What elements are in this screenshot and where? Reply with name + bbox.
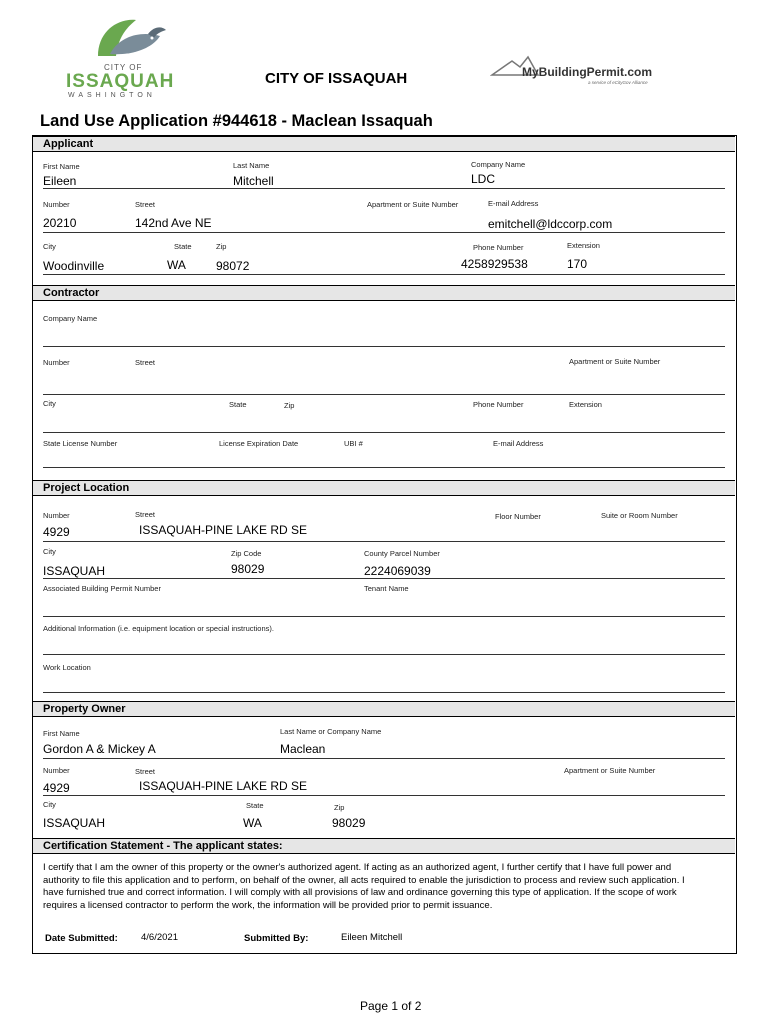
fish-leaf-icon xyxy=(88,16,168,64)
certification-line-2: authority to file this application and to perform, on behalf of the owner, all acts required to enable the jurisdiction to process and review such application. I xyxy=(43,874,685,886)
project-street-value: ISSAQUAH-PINE LAKE RD SE xyxy=(139,523,308,537)
project-parcel-value: 2224069039 xyxy=(364,564,431,578)
project-line-3 xyxy=(43,616,725,617)
applicant-number-value: 20210 xyxy=(43,216,77,230)
applicant-state-label: State xyxy=(174,242,192,251)
city-title: CITY OF ISSAQUAH xyxy=(265,70,408,87)
owner-last-name-label: Last Name or Company Name xyxy=(280,727,382,736)
applicant-first-name-label: First Name xyxy=(43,162,80,171)
project-number-value: 4929 xyxy=(43,525,70,539)
applicant-first-name-value: Eileen xyxy=(43,174,77,188)
applicant-apt-label: Apartment or Suite Number xyxy=(367,200,459,209)
date-submitted-value: 4/6/2021 xyxy=(141,932,178,943)
owner-zip-label: Zip xyxy=(334,803,345,812)
contractor-company-label: Company Name xyxy=(43,314,98,323)
applicant-last-name-label: Last Name xyxy=(233,161,270,170)
certification-text xyxy=(43,862,733,912)
owner-apt-label: Apartment or Suite Number xyxy=(564,766,656,775)
contractor-number-label: Number xyxy=(43,358,70,367)
applicant-state-value: WA xyxy=(167,258,186,272)
owner-city-label: City xyxy=(43,800,56,809)
contractor-zip-label: Zip xyxy=(284,401,295,410)
contractor-state-label: State xyxy=(229,400,247,409)
project-section-title: Project Location xyxy=(43,482,130,494)
applicant-street-label: Street xyxy=(135,200,156,209)
applicant-line-1 xyxy=(43,188,725,189)
applicant-city-label: City xyxy=(43,242,56,251)
contractor-email-label: E-mail Address xyxy=(493,439,544,448)
owner-state-label: State xyxy=(246,801,264,810)
logo-issaquah: ISSAQUAH xyxy=(66,71,175,92)
project-assoc-label: Associated Building Permit Number xyxy=(43,584,161,593)
owner-line-1 xyxy=(43,758,725,759)
certification-line-3: have furnished true and correct information. I will comply with all provisions of law and ordinance governing this type of application. If the scope of work xyxy=(43,887,677,898)
contractor-street-label: Street xyxy=(135,358,156,367)
project-city-value: ISSAQUAH xyxy=(43,564,106,578)
owner-street-value: ISSAQUAH-PINE LAKE RD SE xyxy=(139,779,308,793)
applicant-zip-label: Zip xyxy=(216,242,227,251)
certification-line-4: requires a licensed contractor to perform the work, the information will be provided prior to permit issuance. xyxy=(43,899,493,911)
project-city-label: City xyxy=(43,547,56,556)
contractor-ext-label: Extension xyxy=(569,400,602,409)
applicant-section-header xyxy=(33,136,735,152)
certification-section-title: Certification Statement - The applicant states: xyxy=(43,840,283,852)
owner-first-name-value: Gordon A & Mickey A xyxy=(43,742,156,756)
contractor-line-4 xyxy=(43,467,725,468)
project-number-label: Number xyxy=(43,511,70,520)
applicant-email-label: E-mail Address xyxy=(488,199,539,208)
applicant-number-label: Number xyxy=(43,200,70,209)
owner-line-2 xyxy=(43,795,725,796)
owner-number-label: Number xyxy=(43,766,70,775)
contractor-apt-label: Apartment or Suite Number xyxy=(569,357,661,366)
project-floor-label: Floor Number xyxy=(495,512,541,521)
applicant-phone-value: 4258929538 xyxy=(461,257,528,271)
project-line-2 xyxy=(43,578,725,579)
date-submitted-label: Date Submitted: xyxy=(45,933,118,944)
project-line-5 xyxy=(43,692,725,693)
applicant-ext-value: 170 xyxy=(567,257,588,271)
project-line-4 xyxy=(43,654,725,655)
contractor-section-header xyxy=(33,285,735,301)
contractor-section-title: Contractor xyxy=(43,287,100,299)
contractor-phone-label: Phone Number xyxy=(473,400,524,409)
applicant-last-name-value: Mitchell xyxy=(233,174,274,188)
applicant-zip-value: 98072 xyxy=(216,259,250,273)
owner-section-header xyxy=(33,701,735,717)
logo-cityof: CITY OF xyxy=(104,63,143,72)
project-zip-label: Zip Code xyxy=(231,549,262,558)
mybuildingpermit-logo xyxy=(490,55,660,95)
applicant-section-title: Applicant xyxy=(43,138,94,150)
contractor-license-label: State License Number xyxy=(43,439,118,448)
project-zip-value: 98029 xyxy=(231,562,265,576)
contractor-line-1 xyxy=(43,346,725,347)
owner-first-name-label: First Name xyxy=(43,729,80,738)
contractor-exp-label: License Expiration Date xyxy=(219,439,299,448)
owner-state-value: WA xyxy=(243,816,262,830)
owner-zip-value: 98029 xyxy=(332,816,366,830)
owner-city-value: ISSAQUAH xyxy=(43,816,106,830)
applicant-street-value: 142nd Ave NE xyxy=(135,216,212,230)
project-additional-label: Additional Information (i.e. equipment location or special instructions). xyxy=(43,624,274,633)
applicant-phone-label: Phone Number xyxy=(473,243,524,252)
logo-washington: WASHINGTON xyxy=(68,92,156,99)
applicant-email-value: emitchell@ldccorp.com xyxy=(488,217,613,231)
applicant-line-3 xyxy=(43,274,725,275)
certification-line-1: I certify that I am the owner of this property or the owner's authorized agent. If acting as an authorized agent, I further certify that I have full power and xyxy=(43,862,672,873)
submitted-by-value: Eileen Mitchell xyxy=(341,932,403,943)
project-tenant-label: Tenant Name xyxy=(364,584,409,593)
mbp-name: MyBuildingPermit.com xyxy=(522,65,653,79)
applicant-company-value: LDC xyxy=(471,172,496,186)
project-section-header xyxy=(33,480,735,496)
document-title: Land Use Application #944618 - Maclean Issaquah xyxy=(40,112,433,130)
contractor-city-label: City xyxy=(43,399,56,408)
project-suite-label: Suite or Room Number xyxy=(601,511,678,520)
project-street-label: Street xyxy=(135,510,156,519)
project-parcel-label: County Parcel Number xyxy=(364,549,440,558)
owner-section-title: Property Owner xyxy=(43,703,126,715)
project-work-label: Work Location xyxy=(43,663,91,672)
applicant-city-value: Woodinville xyxy=(43,259,105,273)
applicant-company-label: Company Name xyxy=(471,160,526,169)
owner-street-label: Street xyxy=(135,767,156,776)
owner-last-name-value: Maclean xyxy=(280,742,326,756)
project-line-1 xyxy=(43,541,725,542)
certification-section-header xyxy=(33,838,735,854)
owner-number-value: 4929 xyxy=(43,781,70,795)
city-logo xyxy=(62,14,177,100)
applicant-ext-label: Extension xyxy=(567,241,600,250)
application-form xyxy=(32,135,737,954)
mbp-tagline: a service of eCityGov Alliance xyxy=(588,80,648,85)
applicant-line-2 xyxy=(43,232,725,233)
contractor-line-3 xyxy=(43,432,725,433)
submitted-by-label: Submitted By: xyxy=(244,933,309,944)
contractor-line-2 xyxy=(43,394,725,395)
contractor-ubi-label: UBI # xyxy=(344,439,363,448)
page-number: Page 1 of 2 xyxy=(360,999,422,1013)
